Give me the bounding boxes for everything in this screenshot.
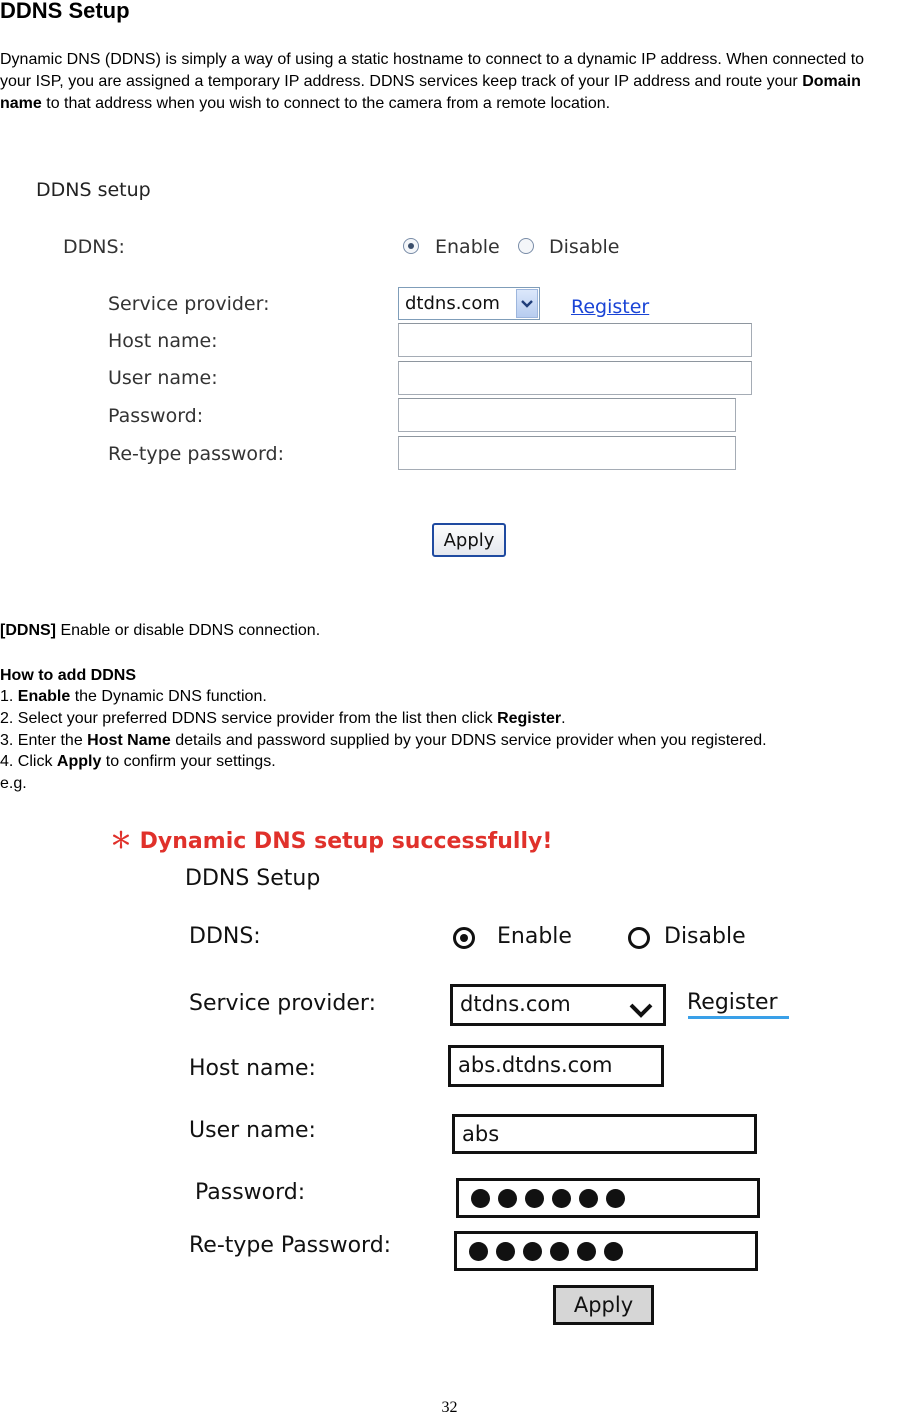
example-disable-label: Disable (664, 924, 746, 949)
example-enable-label: Enable (497, 924, 572, 949)
service-provider-value: dtdns.com (405, 293, 500, 314)
step-3-end: details and password supplied by your DDNS service provider when you registered. (170, 732, 767, 749)
host-name-input[interactable] (398, 323, 752, 357)
intro-text-1: Dynamic DNS (DDNS) is simply a way of using a static hostname to connect to a dynamic IP address. When connected to your ISP, you are assigned a temporary IP address. DDNS services keep track of your IP address and route your (0, 51, 865, 90)
intro-text-2: to that address when you wish to connect to the camera from a remote location. (41, 95, 611, 112)
step-2 (0, 708, 566, 730)
step-4 (0, 751, 276, 773)
example-retype-password-input[interactable] (454, 1231, 758, 1271)
howto-heading-text: How to add DDNS (0, 667, 136, 684)
step-2-text: 2. Select your preferred DDNS service provider from the list then click (0, 710, 498, 727)
step-2-end: . (561, 710, 566, 727)
retype-password-label: Re-type password: (108, 443, 284, 465)
step-3 (0, 730, 767, 752)
step-4-text: 4. Click (0, 753, 57, 770)
page-number: 32 (441, 1399, 458, 1416)
user-name-label: User name: (108, 367, 218, 389)
example-password-input[interactable] (456, 1178, 760, 1218)
example-disable-radio[interactable] (628, 927, 650, 949)
example-host-name-input[interactable] (448, 1045, 664, 1087)
example-host-name-label: Host name: (189, 1056, 316, 1081)
ddns-note-bold: [DDNS] (0, 622, 56, 639)
example-user-name-value: abs (462, 1122, 500, 1146)
example-ddns-label: DDNS: (189, 924, 261, 949)
chevron-down-icon[interactable] (516, 289, 538, 318)
disable-radio[interactable] (518, 238, 534, 254)
disable-label: Disable (549, 236, 620, 258)
example-service-provider-label: Service provider: (189, 991, 376, 1016)
password-label: Password: (108, 405, 204, 427)
retype-password-dots (469, 1242, 623, 1261)
password-input[interactable] (398, 398, 736, 432)
enable-radio[interactable] (403, 238, 419, 254)
howto-heading (0, 665, 136, 687)
step-3-bold: Host Name (87, 732, 171, 749)
enable-label: Enable (435, 236, 500, 258)
example-register-link[interactable]: Register (687, 990, 778, 1015)
example-user-name-label: User name: (189, 1118, 316, 1143)
retype-password-input[interactable] (398, 436, 736, 470)
user-name-input[interactable] (398, 361, 752, 395)
register-underline (688, 1016, 789, 1019)
ddns-label: DDNS: (63, 236, 125, 258)
example-password-label: Password: (195, 1180, 306, 1205)
success-message: ＊ Dynamic DNS setup successfully! (110, 829, 553, 854)
step-3-text: 3. Enter the (0, 732, 88, 749)
password-dots (471, 1189, 625, 1208)
ddns-note-text: Enable or disable DDNS connection. (56, 622, 321, 639)
intro-paragraph (0, 49, 899, 115)
intro-bold: Domain name (0, 73, 861, 112)
step-4-end: to confirm your settings. (101, 753, 276, 770)
example-service-provider-select[interactable] (450, 984, 666, 1026)
host-name-label: Host name: (108, 330, 218, 352)
example-host-name-value: abs.dtdns.com (458, 1053, 613, 1077)
step-1-bold: Enable (17, 688, 71, 705)
step-2-bold: Register (497, 710, 562, 727)
form-heading: DDNS setup (36, 179, 151, 201)
step-4-bold: Apply (56, 753, 102, 770)
example-service-provider-value: dtdns.com (460, 992, 571, 1016)
example-retype-password-label: Re-type Password: (189, 1233, 392, 1258)
eg-label: e.g. (0, 775, 27, 792)
service-provider-select[interactable] (398, 287, 540, 320)
service-provider-label: Service provider: (108, 293, 270, 315)
step-1 (0, 686, 267, 708)
register-link[interactable]: Register (571, 296, 650, 318)
example-enable-radio[interactable] (453, 927, 475, 949)
ddns-note (0, 620, 320, 642)
page-title: DDNS Setup (0, 0, 130, 23)
apply-button[interactable]: Apply (432, 523, 506, 557)
chevron-down-icon[interactable] (629, 999, 653, 1023)
step-1-num: 1. (0, 688, 18, 705)
example-apply-button[interactable]: Apply (553, 1285, 654, 1325)
example-heading: DDNS Setup (185, 866, 321, 891)
example-user-name-input[interactable] (452, 1114, 757, 1154)
step-1-text: the Dynamic DNS function. (70, 688, 267, 705)
